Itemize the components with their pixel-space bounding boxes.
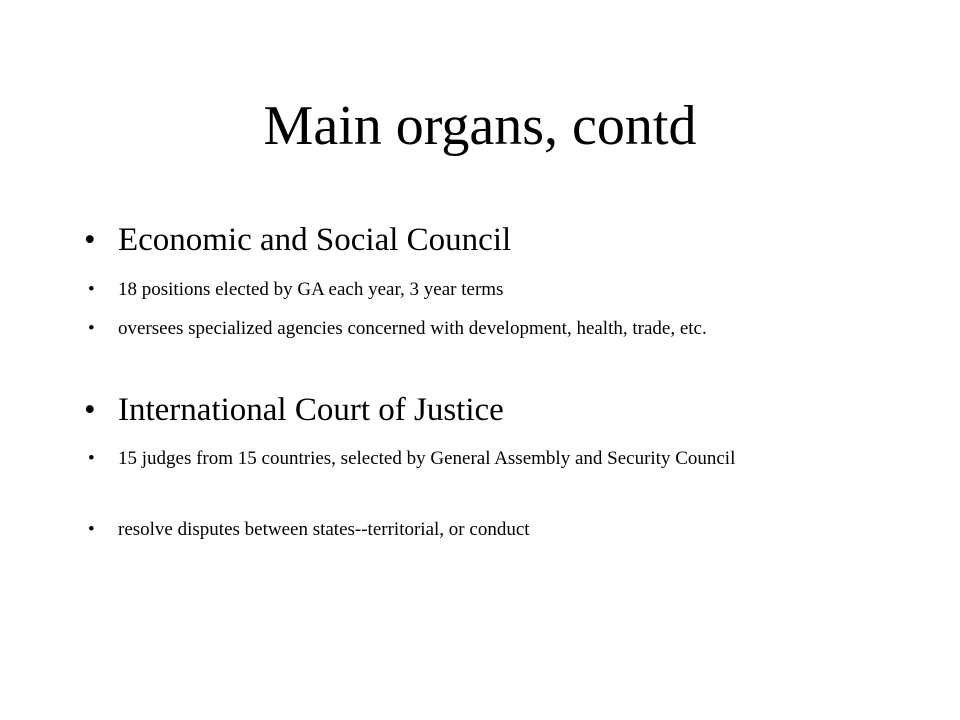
bullet-dot: • bbox=[84, 392, 96, 428]
bullet-dot: • bbox=[88, 279, 95, 300]
bullet-dot: • bbox=[88, 519, 95, 540]
heading-bullet-ecosoc bbox=[84, 220, 511, 260]
heading-ecosoc: Economic and Social Council bbox=[118, 222, 512, 258]
bullet-dot: • bbox=[84, 222, 96, 258]
sub-bullet bbox=[88, 316, 868, 342]
bullet-dot: • bbox=[88, 448, 95, 469]
sub-bullet-text: resolve disputes between states--territorial, or conduct bbox=[118, 519, 530, 540]
sub-bullet bbox=[88, 517, 868, 543]
slide-title: Main organs, contd bbox=[263, 95, 697, 157]
heading-icj: International Court of Justice bbox=[118, 392, 504, 428]
sub-bullet-text: 15 judges from 15 countries, selected by General Assembly and Security Council bbox=[118, 448, 736, 469]
sub-bullet-text: 18 positions elected by GA each year, 3 year terms bbox=[118, 279, 504, 300]
heading-bullet-icj bbox=[84, 390, 504, 430]
sub-bullet-text: oversees specialized agencies concerned with development, health, trade, etc. bbox=[118, 318, 707, 339]
sub-bullet bbox=[88, 446, 868, 472]
sub-bullet bbox=[88, 277, 868, 303]
bullet-dot: • bbox=[88, 318, 95, 339]
